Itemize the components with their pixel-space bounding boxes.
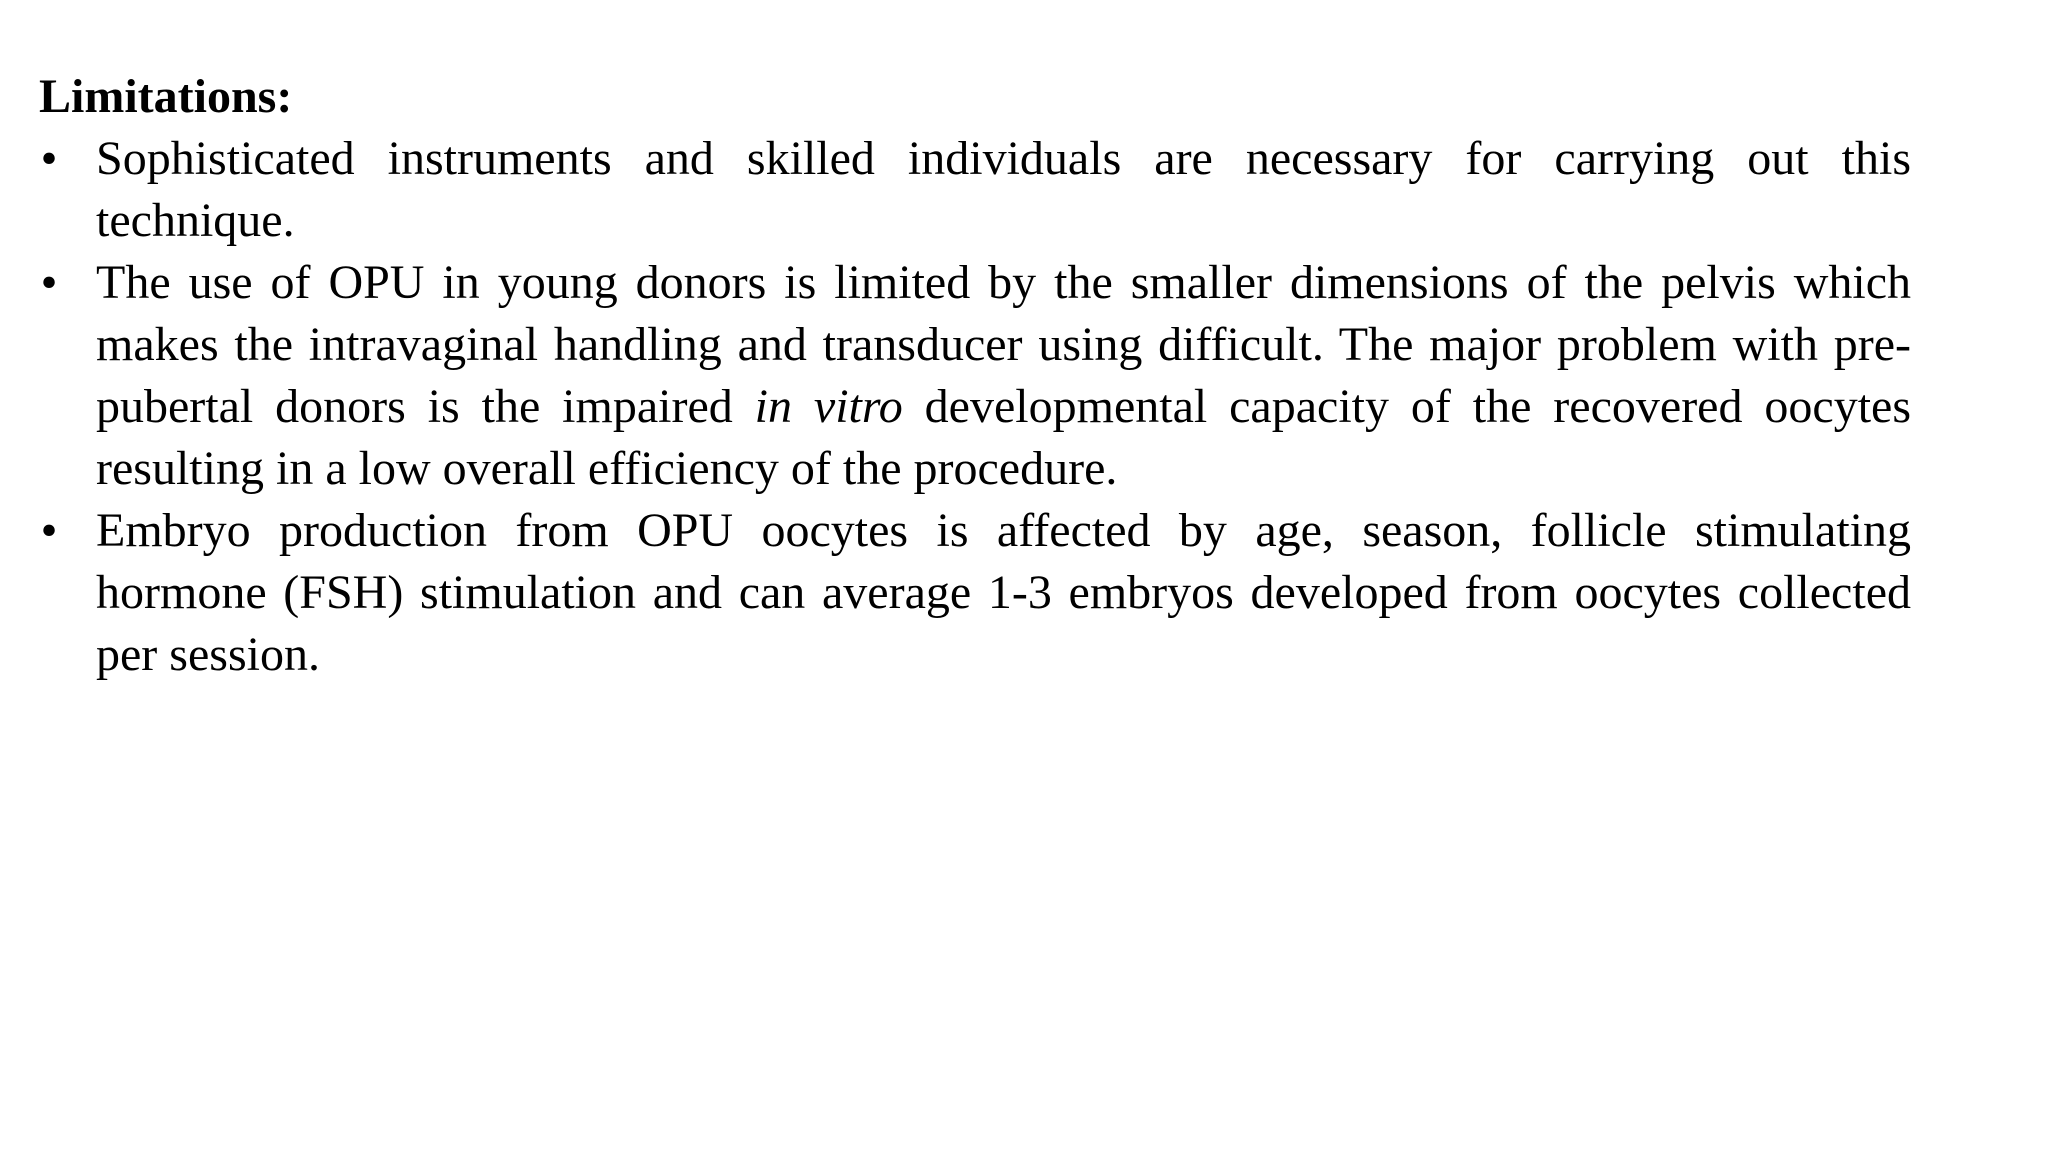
limitations-list: [39, 128, 1911, 686]
list-item: [39, 128, 1911, 252]
bullet-text: Sophisticated instruments and skilled individuals are necessary for carrying out this technique.: [96, 132, 1911, 247]
list-item: [39, 252, 1911, 500]
bullet-icon: •: [40, 256, 58, 309]
bullet-text: developmental capacity of the recovered oocytes resulting in a low overall efficiency of the procedure.: [96, 380, 1912, 495]
list-item: [39, 500, 1911, 686]
bullet-text: Embryo production from OPU oocytes is affected by age, season, follicle stimulating hormone (FSH) stimulation and can average 1-3 embryos developed from oocytes collected per session.: [96, 504, 1911, 681]
bullet-text: The use of OPU in young donors is limited by the smaller dimensions of the pelvis which makes the intravaginal handling and transducer using difficult. The major problem with pre-pubertal donors is the impaired: [96, 256, 1911, 433]
bullet-icon: •: [40, 132, 58, 185]
bullet-text-italic: in vitro: [754, 380, 903, 433]
limitations-heading: Limitations:: [39, 70, 293, 123]
bullet-icon: •: [40, 504, 58, 557]
slide-content: [39, 66, 1911, 686]
